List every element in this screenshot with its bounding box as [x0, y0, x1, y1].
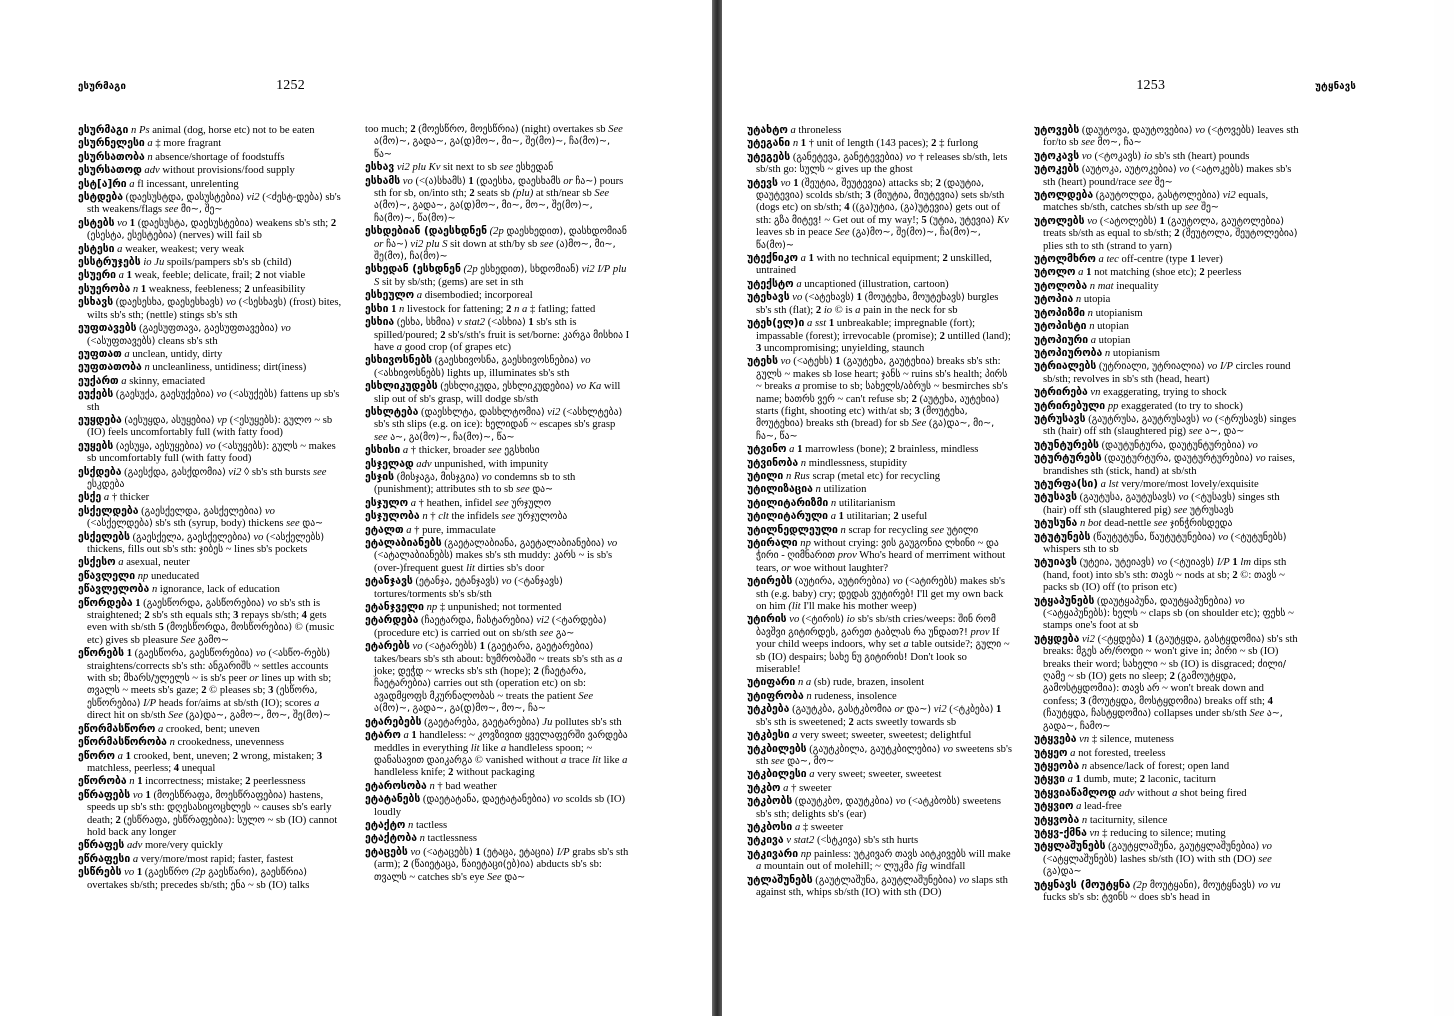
left-folio: 1252	[276, 78, 305, 93]
dictionary-entry: უტირებს (აუტირა, აუტირებია) vo (<ატირებს) makes sb's sth (e.g. baby) cry; დედას ვუტირებ! I'll get my own back on him (lit I'll make his mother weep)	[747, 575, 1006, 613]
dictionary-entry: ესხია (ესხა, სხმია) v stat2 (<ასხია) 1 sb's sth is spilled/poured; 2 sb's/sth's fruit is set/borne: კარგა მისხია I have a good crop (of grapes etc)	[365, 316, 630, 353]
dictionary-entry: ეწავლელი np uneducated	[78, 569, 200, 582]
dictionary-entry: ესურსათობა n absence/shortage of foodstuffs	[78, 150, 285, 163]
dictionary-entry: უტილიტარული a 1 utilitarian; 2 useful	[747, 510, 928, 523]
dictionary-entry: უტახტო a throneless	[747, 124, 842, 136]
dictionary-entry: უტოპიური a utopian	[1034, 333, 1131, 346]
dictionary-entry: უტეგანი n 1 † unit of length (143 paces); 2 ‡ furlong	[747, 137, 979, 150]
right-folio: 1253	[1136, 78, 1166, 93]
dictionary-entry: ეტარო a 1 handleless: ~ კოვზივით ყველაფერში ვარდება meddles in everything lit like a handleless spoon; ~ დანასავით დაიკარგა © vanished without a trace lit like a handleless knife; 2 without packaging	[365, 729, 628, 779]
dictionary-entry: უტექნიკო a 1 with no technical equipment; 2 unskilled, untrained	[747, 252, 992, 277]
dictionary-entry: ეუფთათობა n uncleanliness, untidiness; dirt(iness)	[78, 361, 307, 374]
left-running-head-word: ესურმაგი	[78, 81, 127, 92]
right-page	[717, 0, 1434, 1016]
dictionary-entry: ესჯულო a † heathen, infidel see ურჯულო	[365, 496, 552, 509]
dictionary-entry: უტუიავს (უტეია, უტეიავს) vo (<ტუიავს) I/P 1 lm dips sth (hand, foot) into sb's sth: თავს ~ nods at sb; 2 ©: თავს ~ packs sb (IO) off (to prison etc)	[1034, 556, 1287, 594]
dictionary-entry: უტეხავს vo (<ატეხავს) 1 (მოუტეხა, მოუტეხავს) burgles sb's sth (flat); 2 io © is a pain in the neck for sb	[747, 291, 999, 316]
dictionary-entry: ეტაქტო n tactless	[365, 818, 448, 831]
dictionary-entry: უტკბობს (დაუტკბო, დაუტკბია) vo (<ატკბობს) sweetens sb's sth; delights sb's (ear)	[747, 795, 1002, 820]
dictionary-entry: ეტაქტობა n tactlessness	[365, 832, 477, 845]
dictionary-entry: უტყდება vi2 (<ტყდება) 1 (გაუტყდა, გასტყდომია) sb's sth breaks: მგეს არ/როდი ~ won't give in; პირი ~ sb (IO) breaks their word; სახელი ~ sb (IO) is disgraced; ძილი/ღამე ~ sb (IO) gets no sleep; 2 (გამოუტყდა, გამოსტყდომია): თავს არ ~ won't break down and confess; 3 (მოუტყდა, მოსტყდომია) breaks off sth; 4 (ჩაუტყდა, ჩასტყდომია) collapses under sb/sth See ა~, გადა~, ჩამო~	[1034, 632, 1298, 732]
dictionary-entry: უტევს vo 1 (შეუტია, შეუტევია) attacks sb; 2 (დაუტია, დაუტევია) scolds sb/sth; 3 (მიუტია, მიუტევია) sets sb/sth (dogs etc) on sb/sth; 4 ((გა)უტია, (გა)უტევია) gets out of sth: გზა მიტევ! ~ Get out of my way!; 5 (უტია, უტევია) Kv leaves sb in peace See (გა)მო~, შე(მო)~, ჩა(მო)~, წა(მო)~	[747, 176, 1009, 251]
dictionary-entry: უტილიზაცია n utilization	[747, 483, 867, 496]
dictionary-entry: უტოლებს vo (<ატოლებს) 1 (გაუტოლა, გაუტოლებია) treats sb/sth as equal to sb/sth; 2 (შეუტოლა, შეუტოლებია) plies sth to sth (strand to yarn)	[1034, 214, 1298, 252]
dictionary-entry: ესჯის (მისჯაგა, მისჯგია) vo condemns sb to sth (punishment); attributes sth to sb see და~	[365, 470, 576, 496]
dictionary-entry: უტყეობა n absence/lack of forest; open land	[1034, 759, 1230, 772]
dictionary-entry: ესუერი a 1 weak, feeble; delicate, frail; 2 not viable	[78, 269, 306, 282]
right-running-head-word: უტყნავს	[1315, 81, 1356, 92]
dictionary-entry: უტყვ-ქმნა vn ‡ reducing to silence; muting	[1034, 826, 1226, 839]
dictionary-entry: ეწავლელობა n ignorance, lack of education	[78, 583, 280, 596]
dictionary-entry: ეწორმასწორო a crooked, bent; uneven	[78, 722, 260, 735]
left-page	[0, 0, 717, 1016]
dictionary-entry: უტიფრობა n rudeness, insolence	[747, 689, 897, 702]
dictionary-entry: უტრიალებს (უტრიალი, უტრიალია) vo I/P circles round sb/sth; revolves in sb's sth (head, heart)	[1034, 360, 1291, 385]
dictionary-entry: ეწრაფეს adv more/very quickly	[78, 839, 223, 852]
dictionary-entry: ეტარებებს (გაეტარება, გაეტარებია) Ju pollutes sb's sth	[365, 715, 622, 728]
dictionary-entry: უტუსავს (გაუტუსა, გაუტუსავს) vo (<ტუსავს) singes sth (hair) off sth (slaughtered pig) see უტრუსავს	[1034, 491, 1280, 516]
dictionary-entry: ეტანჯავს (ეტანჯა, ეტანჯავს) vo (<ტანჯავს) tortures/torments sb's sb/sth	[365, 575, 563, 600]
dictionary-entry: ესურმაგი n Ps animal (dog, horse etc) not to be eaten	[78, 124, 315, 136]
dictionary-entry: უტკბო a † sweeter	[747, 781, 832, 794]
dictionary-entry: ეწორდება 1 (გაესწორდა, გასწორებია) vo sb's sth is straightened; 2 sb's sth equals sth; 3 repays sb/sth; 4 gets even with sb/sth 5 (მოესწორდა, მოსწორებია) © (music etc) gives sb pleasure See გამო~	[78, 596, 335, 646]
left-running-head	[78, 78, 687, 114]
right-page-columns	[747, 124, 1356, 964]
dictionary-entry: უტირალი np without crying: ვის გაუგონია ლხინი ~ და ჭირი - ღიმნარით prov Who's heard of merriment without tears, or woe without laughter?	[747, 537, 1006, 574]
dictionary-entry: უტკბილებს (გაუტკბილა, გაუტკბილებია) vo sweetens sb's sth see და~, მო~	[747, 742, 1012, 767]
dictionary-entry: უტილი n Rus scrap (metal etc) for recycling	[747, 469, 941, 482]
dictionary-entry: უტურფა(სი) a lst very/more/most lovely/exquisite	[1034, 477, 1259, 490]
dictionary-entry: ესტ[ა]რი a fl incessant, unrelenting	[78, 177, 239, 190]
dictionary-entry: ეტალაბიანებს (გაეტალაბიანა, გაეტალაბიანებია) vo (<ატალაბიანებს) makes sb's sth muddy: კარს ~ is sb's (over-)frequent guest lit dirties sb's door	[365, 537, 618, 574]
dictionary-entry: უტუნტურებს (დაუტუნტურა, დაუტუნტურებია) vo	[1034, 438, 1258, 451]
dictionary-entry: ეუყდება (აესუყდა, ასუყებია) vp (<ესუყებს): გულო ~ sb (IO) feels uncomfortably full (with fatty food)	[78, 413, 333, 439]
dictionary-entry: უტოლო a 1 not matching (shoe etc); 2 peerless	[1034, 266, 1242, 279]
dictionary-entry: ესხამს vo (<(ა)სხამს) 1 (დაესხა, დაესხამს or ჩა~) pours sth for sb, on/into sth; 2 seats sb (plu) at sth/near sb See ა(მო)~, გადა~, გა(დ)მო~, მი~, მო~, შე(მო)~, ჩა(მო)~, წა(მო)~	[365, 174, 624, 224]
dictionary-entry: უტუსუნა n bot dead-nettle see ჯინჭრისდედა	[1034, 517, 1233, 530]
dictionary-entry: ესქელდება (გაესქელდა, გასქელებია) vo (<ასქელდება) sb's sth (syrup, body) thickens see და~	[78, 504, 324, 530]
dictionary-entry: ესურსათოდ adv without provisions/food supply	[78, 164, 295, 177]
dictionary-entry: უტრუსავს (გაუტრუსა, გაუტრუსავს) vo (<ტრუსავს) singes sth (hair) off sth (slaughtered pig) see ა~, და~	[1034, 412, 1297, 438]
dictionary-entry: ესხავს (დაესესხა, დაესესხავს) vo (<სესხავს) (frost) bites, wilts sb's sth; (nettle) stings sb's sth	[78, 296, 342, 321]
dictionary-entry: უტოკავს vo (<ტოკავს) io sb's sth (heart) pounds	[1034, 149, 1250, 162]
dictionary-entry: ესწრებს vo 1 (გაესწრო (2p გაესწარი), გაესწრია) overtakes sb/sth; precedes sb/sth; ენა ~ sb (IO) talks	[78, 866, 310, 891]
dictionary-entry: ესტდება (დაესუსტდა, დასუსტებია) vi2 (<ძესტ-დება) sb's sth weakens/flags see მი~, შე~	[78, 191, 341, 216]
dictionary-entry: ესხისი a † thicker, broader see ეგსხისი	[365, 444, 540, 457]
dictionary-entry: უტყეო a not forested, treeless	[1034, 746, 1166, 759]
dictionary-entry: უტვინობა n mindlessness, stupidity	[747, 456, 908, 469]
dictionary-entry: უტყვიო a lead-free	[1034, 800, 1122, 813]
dictionary-entry: ეტანჯველი np ‡ unpunished; not tormented	[365, 601, 562, 614]
dictionary-entry: ეტაროსობა n † bad weather	[365, 779, 497, 792]
dictionary-entry: ესქესო a asexual, neuter	[78, 556, 190, 569]
dictionary-entry: too much; 2 (მოესწრო, მოესწრია) (night) overtakes sb See ა(მო)~, გადა~, გა(დ)მო~, მი~, შე(მო)~, ჩა(მო)~, წა~	[365, 124, 623, 160]
dictionary-entry: ესხეულო a disembodied; incorporeal	[365, 289, 533, 302]
dictionary-entry: უტკივარი np painless: უტკივარ თავს აიტკივებს will make a mountain out of molehill; ~ ლუკმა fig windfall	[747, 847, 1011, 873]
dictionary-entry: უტეხ(ელ)ი a sst 1 unbreakable; impregnable (fort); impassable (forest); irrevocable (promise); 2 untilled (land); 3 uncompromising; unyielding, staunch	[747, 317, 1011, 354]
dictionary-entry: უტყაპუნებს (დაუტყაპუნა, დაუტყაპუნებია) vo (<ატყაპუნებს): ხელს ~ claps sb (on shoulder etc); ფეხს ~ stamps one's foot at sb	[1034, 594, 1294, 632]
dictionary-entry: ესხლიკუდებს (ესხლიკუდა, ესხლიკუდებია) vo Ka will slip out of sb's grasp, will dodge sb/sth	[365, 380, 621, 405]
dictionary-entry: ესჯულობა n † clt the infidels see ურჯულობა	[365, 510, 568, 523]
right-column-2	[1034, 124, 1299, 964]
dictionary-entry: ესხივოსნებს (გაესხივოსნა, გაესხივოსნებია) vo (<ასხივოსნებს) lights up, illuminates sb's sth	[365, 354, 591, 379]
dictionary-entry: უტრირება vn exaggerating, trying to shock	[1034, 386, 1227, 399]
left-page-columns	[78, 124, 687, 964]
dictionary-entry: ესხდებიან (დაესხდნენ (2p დაესხედით), დასხდომიან or ჩა~) vi2 plu S sit down at sth/by sb see (ა)მო~, მი~, შე(მო), ჩა(მო)~	[365, 225, 627, 263]
dictionary-entry: უტრირებული pp exaggerated (to try to shock)	[1034, 399, 1243, 412]
dictionary-entry: ესსტრუჯებს io Ju spoils/pampers sb's sb (child)	[78, 256, 292, 269]
left-column-1	[78, 124, 343, 964]
dictionary-entry: ეწორებს 1 (გაესწორა, გაესწორებია) vo (<ასწო-რებს) straightens/corrects sb's sth: ანგარიშს ~ settles accounts with sb; მხარს/ულელს ~ is sb's peer or lines up with sb; თვალს ~ meets sb's gaze; 2 © pleases sb; 3 (ესწორა, ესწორებია) I/P heads for/aims at sb/sth (IO); scores a direct hit on sb/sth See (გა)და~, გამო~, მო~, შე(მო)~	[78, 647, 332, 722]
dictionary-entry: უტყნავს (მოუტყნა (2p მოუტყანი), მოუტყნავს) vo vu fucks sb's sb: ტვინს ~ does sb's head in	[1034, 878, 1281, 903]
dictionary-entry: ეუფთავებს (გაესუფთავა, გაესუფთავებია) vo (<ასუფთავებს) cleans sb's sth	[78, 322, 291, 347]
dictionary-entry: ეუყებს (აესუყა, აესუყებია) vo (<ასუყებს): გულს ~ makes sb uncomfortably full (with fatty food)	[78, 439, 336, 465]
dictionary-entry: ეწორმასწორობა n crookedness, unevenness	[78, 736, 285, 749]
dictionary-entry: ესქელებს (გაესქელა, გაესქელებია) vo (<ასქელებს) thickens, fills out sb's sth: ჯიბეს ~ lines sb's pockets	[78, 530, 325, 555]
dictionary-entry: უტოვებს (დაუტოვა, დაუტოვებია) vo (<ტოვებს) leaves sth for/to sb see მო~, ჩა~	[1034, 124, 1299, 149]
dictionary-entry: უტექსტო a uncaptioned (illustration, cartoon)	[747, 277, 949, 290]
dictionary-entry: ესურნელესი a ‡ more fragrant	[78, 137, 222, 150]
dictionary-entry: უტყვობა n taciturnity, silence	[1034, 813, 1168, 826]
dictionary-entry: უტოპიზმი n utopianism	[1034, 306, 1143, 319]
dictionary-entry: ეუქართ a skinny, emaciated	[78, 374, 206, 387]
dictionary-entry: ეწრაფებს vo 1 (მოესწრაფა, მოესწრაფებია) hastens, speeds up sb's sth: დღესასიცოცხლეს ~ causes sb's early death; 2 (ესწრაფა, ესწრაფებია): სულო ~ sb (IO) cannot hold back any longer	[78, 788, 338, 838]
dictionary-entry: ეწორობა n 1 incorrectness; mistake; 2 peerlessness	[78, 775, 306, 788]
dictionary-entry: ესხავ vi2 plu Kv sit next to sb see ესხედან	[365, 161, 554, 174]
dictionary-entry: უტვინო a 1 marrowless (bone); 2 brainless, mindless	[747, 443, 979, 456]
dictionary-entry: უტოკებს (აუტოკა, აუტოკებია) vo (<ატოკებს) makes sb's sth (heart) pound/race see შე~	[1034, 163, 1292, 188]
dictionary-entry: ეტარდება (ჩაეტარდა, ჩასტარებია) vi2 (<ტარდება) (procedure etc) is carried out on sb/sth see გა~	[365, 614, 607, 639]
dictionary-entry: უტკივა v stat2 (<სტკივა) sb's sth hurts	[747, 834, 919, 847]
dictionary-entry: უტკბესი a very sweet; sweeter, sweetest; delightful	[747, 729, 972, 742]
dictionary-entry: ესუერობა n 1 weakness, feebleness; 2 unfeasibility	[78, 282, 306, 295]
dictionary-entry: უტლაშუნებს (გაუტლაშუნა, გაუტლაშუნებია) vo slaps sth against sth, whips sb/sth (IO) with sth (DO)	[747, 873, 1008, 898]
dictionary-entry: უტოლობა n mat inequality	[1034, 279, 1159, 292]
dictionary-entry: უტილიტარიზმი n utilitarianism	[747, 496, 896, 509]
dictionary-entry: ეწორო a 1 crooked, bent, uneven; 2 wrong, mistaken; 3 matchless, peerless; 4 unequal	[78, 749, 323, 774]
dictionary-entry: უტილნედლეული n scrap for recycling see უტილი	[747, 523, 979, 536]
dictionary-entry: ეტარებს vo (<ატარებს) 1 (გაეტარა, გაეტარებია) takes/bears sb's sth about: ხუმრობაში ~ treats sb's sth as a joke; დეჭდ ~ wrecks sb's sth (hope); 2 (ჩაეტარა, ჩაეტარებია) carries out sth (operation etc) on sb: ავადმყოფს მკურნალობას ~ treats the patient See ა(მო)~, გადა~, გა(დ)მო~, მო~, ჩა~	[365, 640, 623, 715]
dictionary-entry: უტეხს vo (<ატეხს) 1 (გაუტეხა, გაუტეხია) breaks sb's sth: გულს ~ makes sb lose heart; ჯანს ~ ruins sb's health; პირს ~ breaks a promise to sb; სახელს/აბრუს ~ besmirches sb's name; ხათრს ვერ ~ can't refuse sb; 2 (აუტეხა, აუტეხია) starts (fight, shooting etc) with/at sb; 3 (მოუტეხა, მოუტეხია) breaks sth (bread) for sb See (გა)და~, მი~, ჩა~, წა~	[747, 355, 1008, 442]
dictionary-entry: უტკბოსი a ‡ sweeter	[747, 820, 844, 833]
dictionary-entry: უტირის vo (<ტირის) io sb's sb/sth cries/weeps: შინ რომ ბავშვი გიტირდეს, გარეთ ტაბლას რა უნდათ?! prov If your child weeps indoors, why set a table outside?; გული ~ sb (IO) despairs; სახე ნუ გიტირის! Don't look so miserable!	[747, 613, 1010, 676]
dictionary-entry: უტოლმხრო a tec off-centre (type 1 lever)	[1034, 253, 1223, 266]
dictionary-entry: უტკბება (გაუტკბა, გასტკბომია or და~) vi2 (<ტკბება) 1 sb's sth is sweetened; 2 acts sweetly towards sb	[747, 703, 1002, 728]
dictionary-entry: უტოლდება (გაუტოლდა, გასტოლებია) vi2 equals, matches sb/sth, catches sb/sth up see შე~	[1034, 189, 1269, 214]
dictionary-entry: ესჯელად adv unpunished, with impunity	[365, 457, 549, 470]
right-column-1	[747, 124, 1012, 964]
left-column-2	[365, 124, 630, 964]
dictionary-entry: ეუქებს (გაესუქა, გაესუქებია) vo (<ასუქებს) fattens up sb's sth	[78, 388, 340, 413]
dictionary-entry: ესხედან (ესხდნენ (2p ესხედით), სხდომიან) vi2 I/P plu S sit by sb/sth; (gems) are set in sth	[365, 263, 627, 288]
dictionary-entry: ეტატანებს (დაეტატანა, დაეტატანებია) vo scolds sb (IO) loudly	[365, 793, 626, 818]
dictionary-entry: უტყვი a 1 dumb, mute; 2 laconic, taciturn	[1034, 773, 1216, 786]
dictionary-entry: ეტალთ a † pure, immaculate	[365, 523, 496, 536]
dictionary-entry: უტკბილესი a very sweet; sweeter, sweetest	[747, 768, 942, 781]
dictionary-entry: უტუტუნებს (წაუტუტუნა, წაუტუტუნებია) vo (<ტუტუნებს) whispers sth to sb	[1034, 530, 1287, 555]
dictionary-entry: უტოპიურობა n utopianism	[1034, 346, 1160, 359]
right-running-head	[747, 78, 1356, 114]
dictionary-entry: ეუფთათ a unclean, untidy, dirty	[78, 347, 223, 360]
dictionary-entry: უტოპია n utopia	[1034, 293, 1111, 306]
dictionary-entry: ესქე a † thicker	[78, 491, 150, 504]
dictionary-entry: ესხი 1 n livestock for fattening; 2 n a ‡ fatling; fatted	[365, 302, 596, 315]
dictionary-entry: ეწრაფესი a very/more/most rapid; faster, fastest	[78, 852, 294, 865]
dictionary-entry: უტეგებს (განეტევა, განეტევებია) vo † releases sb/sth, lets sb/sth go: სულს ~ gives up the ghost	[747, 150, 1008, 176]
dictionary-entry: ესქდება (გაესქდა, გასქდომია) vi2 ◊ sb's sth bursts see ესკდება	[78, 465, 327, 490]
dictionary-entry: ესტესი a weaker, weakest; very weak	[78, 242, 245, 255]
dictionary-entry: უტყვიაწამლოდ adv without a shot being fired	[1034, 786, 1247, 799]
dictionary-entry: უტყვება vn ‡ silence, muteness	[1034, 733, 1174, 746]
dictionary-entry: უტყლაშუნებს (გაუტყლაშუნა, გაუტყლაშუნებია) vo (<ატყლაშუნებს) lashes sb/sth (IO) with sth (DO) see (გა)და~	[1034, 840, 1272, 878]
dictionary-entry: უტიფარი n a (sb) rude, brazen, insolent	[747, 676, 925, 689]
dictionary-entry: უტურტურებს (დაუტურტურა, დაუტურტურებია) vo raises, brandishes sth (stick, hand) at sb/sth	[1034, 452, 1296, 477]
dictionary-entry: ესტებს vo 1 (დაესუსტა, დაესუსტებია) weakens sb's sth; 2 (ესესტა, ესესტებია) (nerves) will fail sb	[78, 216, 337, 242]
book-gutter-shadow	[712, 0, 722, 1016]
dictionary-entry: ეტაცებს vo (<ატაცებს) 1 (ეტაცა, ეტაცია) I/P grabs sb's sth (arm); 2 (წაიეტაცა, წაიეტაცი(ებ)ია) abducts sb's sb: თვალს ~ catches sb's eye See და~	[365, 845, 629, 883]
dictionary-entry: უტოპისტი n utopian	[1034, 320, 1129, 333]
dictionary-entry: ესხლტება (დაესხლტა, დასხლტომია) vi2 (<ასხლტება) sb's sth slips (e.g. on ice): ხელიდან ~ escapes sb's grasp see ა~, გა(მო)~, ჩა(მო)~, წა~	[365, 405, 623, 443]
